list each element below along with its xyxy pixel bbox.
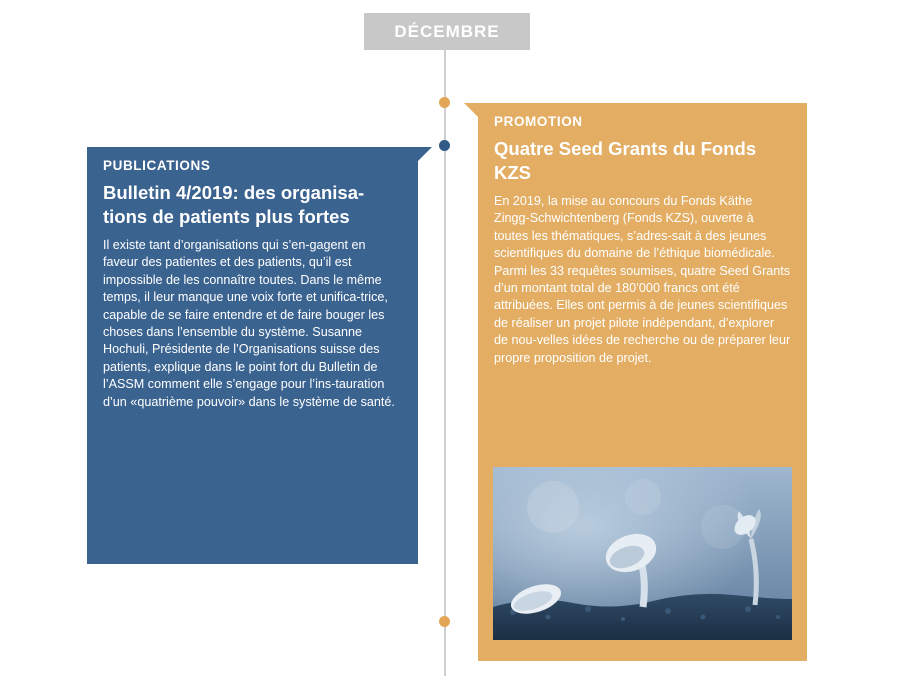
publications-card bbox=[87, 147, 418, 564]
publications-body: Il existe tant d’organisations qui s’en-gagent en faveur des patientes et des patients, qu’il est impossible de les connaître toutes. Dans le même temps, il leur manque une voix forte et unifica-trice, capable de se faire entendre et de faire bouger les choses dans l’ensemble du système. Susanne Hochuli, Présidente de l’Organisations suisse des patients, explique dans le point fort du Bulletin de l’ASSM comment elle s’engage pour l’ins-tauration d’un «quatrième pouvoir» dans le système de santé. bbox=[103, 238, 395, 409]
promotion-title: Quatre Seed Grants du Fonds KZS bbox=[494, 138, 757, 183]
promotion-card-notch bbox=[464, 103, 478, 117]
timeline-dot-end bbox=[439, 616, 450, 627]
timeline-dot-promotion bbox=[439, 97, 450, 108]
seedlings-photo bbox=[493, 467, 792, 640]
promotion-card bbox=[478, 103, 807, 661]
publications-category: PUBLICATIONS bbox=[103, 158, 211, 173]
promotion-category: PROMOTION bbox=[494, 114, 583, 129]
publications-card-notch bbox=[418, 147, 432, 161]
promotion-body: En 2019, la mise au concours du Fonds Käthe Zingg-Schwichtenberg (Fonds KZS), ouverte à toutes les thématiques, s’adres-sait à des jeunes scientifiques du domaine de l’éthique biomédicale. Parmi les 33 requêtes soumises, quatre Seed Grants d’un montant total de 180’000 francs ont été attribuées. Elles ont permis à de jeunes scientifiques de réaliser un projet pilote indépendant, d’explorer de nou-velles idées de recherche ou de préparer leur propre proposition de projet. bbox=[494, 194, 791, 365]
publications-title: Bulletin 4/2019: des organisa-tions de patients plus fortes bbox=[103, 182, 365, 227]
timeline-dot-publications bbox=[439, 140, 450, 151]
seedlings-illustration bbox=[493, 467, 792, 640]
month-label: DÉCEMBRE bbox=[364, 13, 530, 50]
